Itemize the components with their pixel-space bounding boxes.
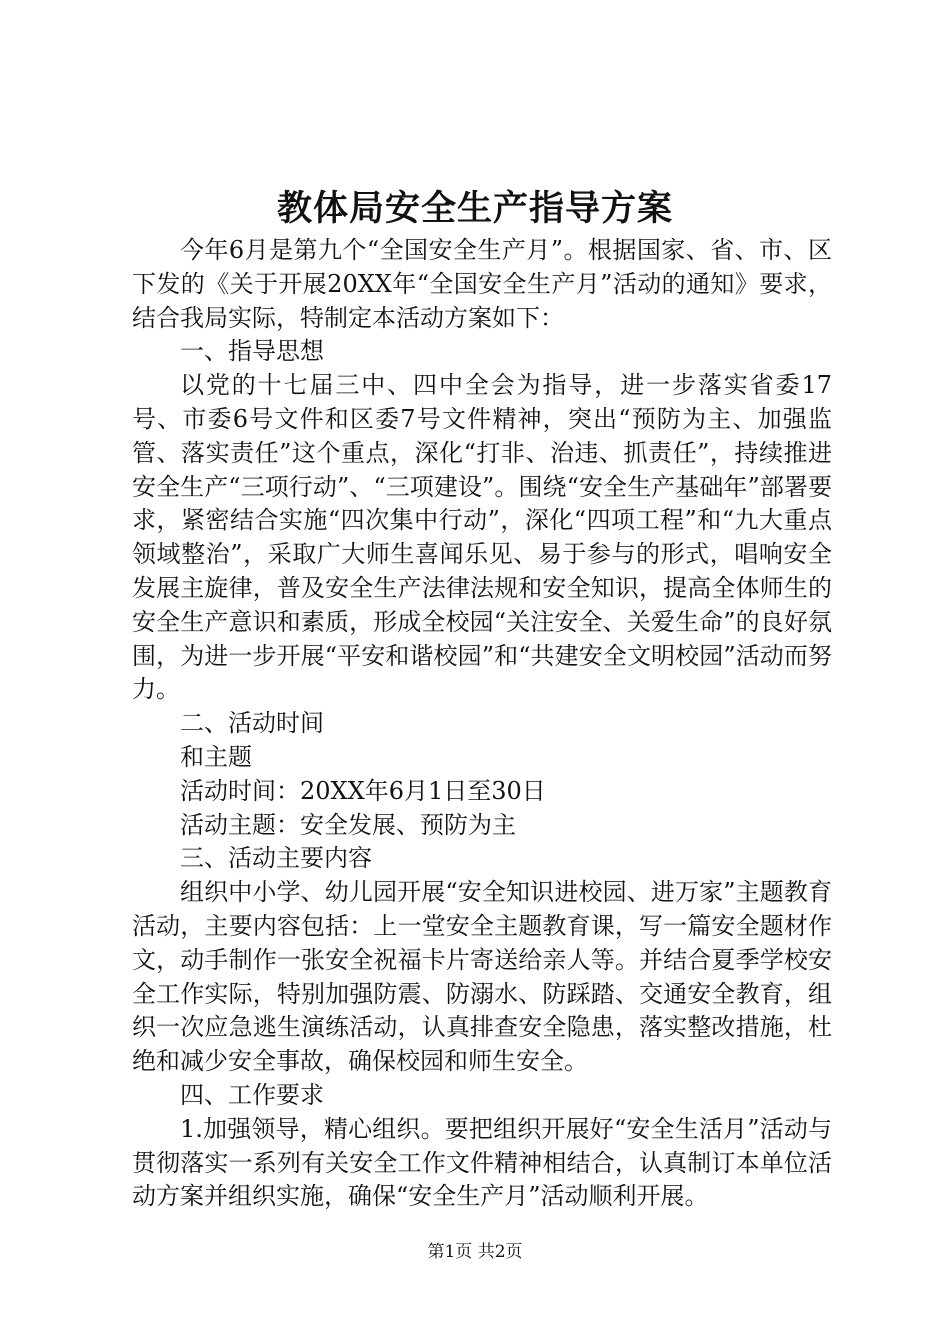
activity-theme-line: 活动主题：安全发展、预防为主 bbox=[180, 810, 516, 839]
section-heading-work-requirements: 四、工作要求 bbox=[180, 1080, 324, 1109]
document-body bbox=[132, 234, 832, 1214]
intro-paragraph: 今年6月是第九个“全国安全生产月”。根据国家、省、市、区下发的《关于开展20XX年“全国安全生产月”活动的通知》要求，结合我局实际，特制定本活动方案如下： bbox=[132, 236, 832, 332]
document-title: 教体局安全生产指导方案 bbox=[276, 188, 673, 229]
section-heading-activity-time-cont: 和主题 bbox=[180, 742, 252, 771]
section-heading-activity-time: 二、活动时间 bbox=[180, 709, 324, 738]
main-content-paragraph: 组织中小学、幼儿园开展“安全知识进校园、进万家”主题教育活动，主要内容包括：上一堂安全主题教育课，写一篇安全题材作文，动手制作一张安全祝福卡片寄送给亲人等。并结合夏季学校安全工作实际，特别加强防震、防溺水、防踩踏、交通安全教育，组织一次应急逃生演练活动，认真排查安全隐患，落实整改措施，杜绝和减少安全事故，确保校园和师生安全。 bbox=[132, 878, 832, 1076]
work-requirement-item-1: 1.加强领导，精心组织。要把组织开展好“安全生活月”活动与贯彻落实一系列有关安全工作文件精神相结合，认真制订本单位活动方案并组织实施，确保“安全生产月”活动顺利开展。 bbox=[132, 1114, 832, 1211]
activity-time-line: 活动时间：20XX年6月1日至30日 bbox=[180, 776, 546, 805]
section-heading-guiding-thought: 一、指导思想 bbox=[180, 337, 324, 366]
guiding-thought-paragraph: 以党的十七届三中、四中全会为指导，进一步落实省委17号、市委6号文件和区委7号文件精神，突出“预防为主、加强监管、落实责任”这个重点，深化“打非、治违、抓责任”，持续推进安全生产“三项行动”、“三项建设”。围绕“安全生产基础年”部署要求，紧密结合实施“四次集中行动”，深化“四项工程”和“九大重点领域整治”，采取广大师生喜闻乐见、易于参与的形式，唱响安全发展主旋律，普及安全生产法律法规和安全知识，提高全体师生的安全生产意识和素质，形成全校园“关注安全、关爱生命”的良好氛围，为进一步开展“平安和谐校园”和“共建安全文明校园”活动而努力。 bbox=[132, 371, 832, 704]
page-footer: 第1页 共2页 bbox=[427, 1242, 523, 1262]
section-heading-main-content: 三、活动主要内容 bbox=[180, 844, 372, 873]
